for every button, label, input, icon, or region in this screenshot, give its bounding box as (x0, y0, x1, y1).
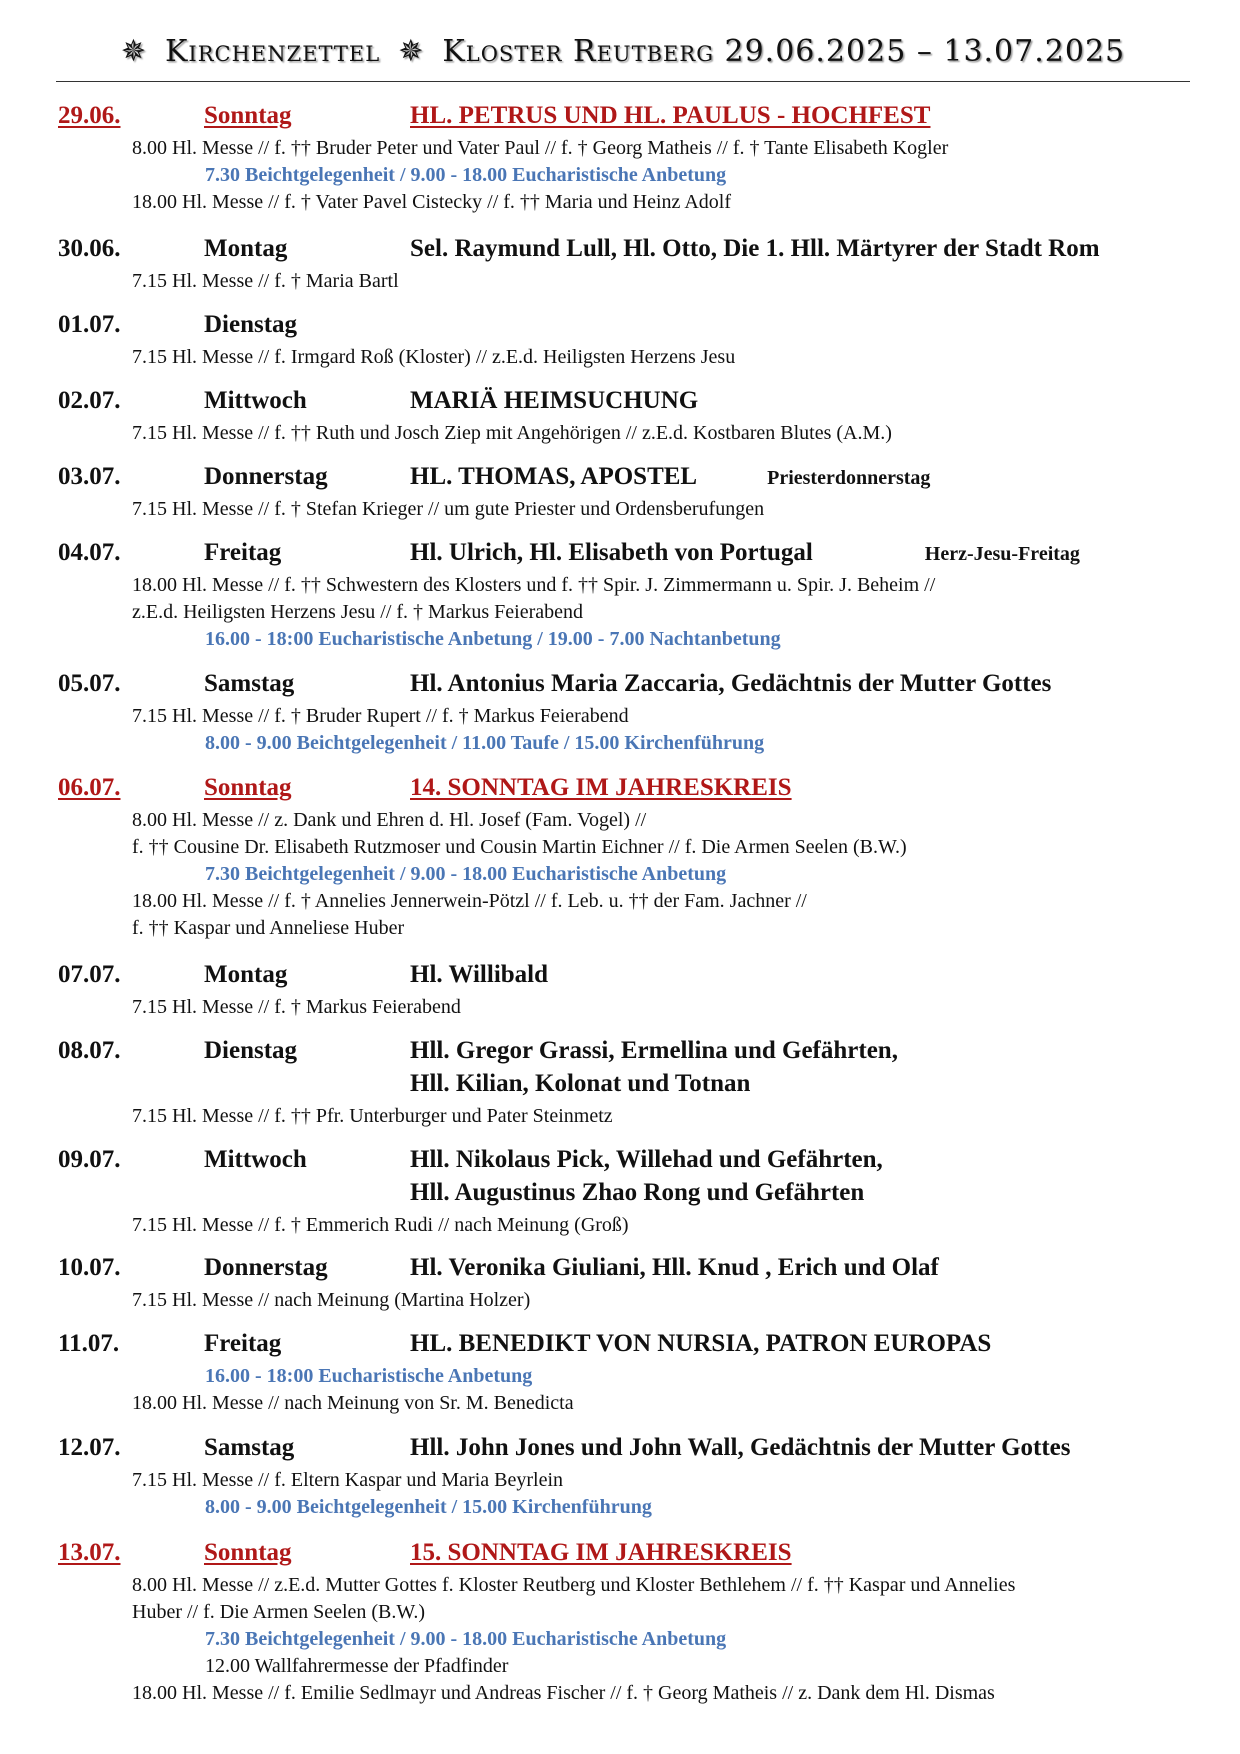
day-heading (58, 463, 1188, 496)
day-date: 03.07. (58, 463, 121, 490)
day-entry (58, 1254, 1188, 1314)
service-line: 7.15 Hl. Messe // f. † Stefan Krieger // um gute Priester und Ordensberufungen (132, 498, 765, 520)
day-heading (58, 1037, 1188, 1070)
day-feast: Sel. Raymund Lull, Hl. Otto, Die 1. Hll. Märtyrer der Stadt Rom (410, 235, 1100, 262)
day-feast: Hl. Veronika Giuliani, Hll. Knud , Erich und Olaf (410, 1254, 939, 1281)
day-feast: Hll. Gregor Grassi, Ermellina und Gefährten, (410, 1037, 898, 1064)
day-entry (58, 235, 1188, 295)
day-entry (58, 961, 1188, 1021)
service-line: Huber // f. Die Armen Seelen (B.W.) (132, 1601, 426, 1623)
day-weekday: Sonntag (204, 1539, 292, 1566)
day-entry (58, 539, 1188, 653)
day-entry (58, 1330, 1188, 1417)
day-heading (58, 102, 1188, 135)
day-heading (58, 235, 1188, 268)
day-weekday: Samstag (204, 1434, 295, 1461)
day-heading (58, 774, 1188, 807)
service-line: f. †† Kaspar und Anneliese Huber (132, 917, 405, 939)
service-line: 8.00 Hl. Messe // z.E.d. Mutter Gottes f. Kloster Reutberg und Kloster Bethlehem // f. †† Kaspar und Annelies (132, 1574, 1016, 1596)
service-line: 7.15 Hl. Messe // f. Eltern Kaspar und Maria Beyrlein (132, 1469, 564, 1491)
day-weekday: Montag (204, 961, 288, 988)
day-weekday: Mittwoch (204, 1146, 307, 1173)
header-title: Kirchenzettel (165, 34, 381, 69)
day-feast: Hl. Willibald (410, 961, 549, 988)
day-note: Herz-Jesu-Freitag (924, 543, 1080, 565)
day-weekday: Freitag (204, 539, 282, 566)
day-date: 06.07. (58, 774, 121, 801)
day-entry (58, 1146, 1188, 1239)
day-feast: HL. PETRUS UND HL. PAULUS - HOCHFEST (410, 102, 931, 129)
service-line: 16.00 - 18:00 Eucharistische Anbetung (205, 1365, 533, 1387)
service-line: 18.00 Hl. Messe // f. Emilie Sedlmayr und Andreas Fischer // f. † Georg Matheis // z. Dank dem Hl. Dismas (132, 1682, 995, 1704)
day-entry (58, 774, 1188, 942)
day-entry (58, 387, 1188, 447)
day-heading (58, 387, 1188, 420)
day-note: Priesterdonnerstag (767, 467, 931, 489)
day-heading (58, 1146, 1188, 1179)
day-date: 09.07. (58, 1146, 121, 1173)
day-heading (58, 961, 1188, 994)
day-date: 11.07. (58, 1330, 120, 1357)
service-line: 7.30 Beichtgelegenheit / 9.00 - 18.00 Eucharistische Anbetung (205, 863, 727, 885)
service-line: 7.30 Beichtgelegenheit / 9.00 - 18.00 Eucharistische Anbetung (205, 164, 727, 186)
day-date: 10.07. (58, 1254, 121, 1281)
service-line: 18.00 Hl. Messe // f. †† Schwestern des Klosters und f. †† Spir. J. Zimmermann u. Spir. J. Beheim // (132, 574, 936, 596)
day-weekday: Montag (204, 235, 288, 262)
day-date: 13.07. (58, 1539, 121, 1566)
day-heading (58, 539, 1188, 572)
day-weekday: Sonntag (204, 774, 292, 801)
service-line: 7.15 Hl. Messe // nach Meinung (Martina Holzer) (132, 1289, 531, 1311)
service-line: 8.00 Hl. Messe // z. Dank und Ehren d. Hl. Josef (Fam. Vogel) // (132, 809, 647, 831)
day-heading (58, 1254, 1188, 1287)
day-feast: MARIÄ HEIMSUCHUNG (410, 387, 699, 414)
day-feast-continued: Hll. Augustinus Zhao Rong und Gefährten (410, 1179, 865, 1206)
day-weekday: Dienstag (204, 311, 298, 338)
ornament-icon: ✵ (398, 34, 425, 69)
day-weekday: Freitag (204, 1330, 282, 1357)
service-line: 7.15 Hl. Messe // f. † Markus Feierabend (132, 996, 461, 1018)
day-heading (58, 311, 1188, 344)
service-line: 7.15 Hl. Messe // f. †† Pfr. Unterburger und Pater Steinmetz (132, 1105, 613, 1127)
day-feast: HL. BENEDIKT VON NURSIA, PATRON EUROPAS (410, 1330, 992, 1357)
day-entry (58, 1434, 1188, 1521)
header-subtitle: Kloster Reutberg 29.06.2025 – 13.07.2025 (442, 34, 1126, 69)
service-line: 8.00 - 9.00 Beichtgelegenheit / 15.00 Kirchenführung (205, 1496, 652, 1518)
ornament-icon: ✵ (120, 34, 147, 69)
day-date: 07.07. (58, 961, 121, 988)
service-line: f. †† Cousine Dr. Elisabeth Rutzmoser und Cousin Martin Eichner // f. Die Armen Seelen (B.W.) (132, 836, 907, 858)
day-date: 01.07. (58, 311, 121, 338)
day-feast: 14. SONNTAG IM JAHRESKREIS (410, 774, 792, 801)
day-weekday: Donnerstag (204, 1254, 328, 1281)
day-feast: Hll. John Jones und John Wall, Gedächtnis der Mutter Gottes (410, 1434, 1071, 1461)
day-date: 08.07. (58, 1037, 121, 1064)
day-weekday: Dienstag (204, 1037, 298, 1064)
service-line: 7.30 Beichtgelegenheit / 9.00 - 18.00 Eucharistische Anbetung (205, 1628, 727, 1650)
day-feast: 15. SONNTAG IM JAHRESKREIS (410, 1539, 792, 1566)
day-entry (58, 102, 1188, 216)
service-line: 8.00 Hl. Messe // f. †† Bruder Peter und Vater Paul // f. † Georg Matheis // f. † Tante Elisabeth Kogler (132, 137, 949, 159)
day-feast: HL. THOMAS, APOSTEL (410, 463, 698, 490)
day-date: 30.06. (58, 235, 121, 262)
day-date: 04.07. (58, 539, 121, 566)
day-entry (58, 463, 1188, 523)
service-line: 16.00 - 18:00 Eucharistische Anbetung / 19.00 - 7.00 Nachtanbetung (205, 628, 781, 650)
day-feast-continued: Hll. Kilian, Kolonat und Totnan (410, 1070, 751, 1097)
service-line: 18.00 Hl. Messe // nach Meinung von Sr. M. Benedicta (132, 1392, 574, 1414)
day-weekday: Sonntag (204, 102, 292, 129)
day-weekday: Mittwoch (204, 387, 307, 414)
day-feast: Hll. Nikolaus Pick, Willehad und Gefährten, (410, 1146, 883, 1173)
service-line: 8.00 - 9.00 Beichtgelegenheit / 11.00 Taufe / 15.00 Kirchenführung (205, 732, 765, 754)
day-heading (58, 670, 1188, 703)
day-date: 02.07. (58, 387, 121, 414)
day-heading (58, 1434, 1188, 1467)
day-weekday: Donnerstag (204, 463, 328, 490)
service-line: 12.00 Wallfahrermesse der Pfadfinder (205, 1655, 509, 1677)
day-feast: Hl. Antonius Maria Zaccaria, Gedächtnis der Mutter Gottes (410, 670, 1052, 697)
service-line: 18.00 Hl. Messe // f. † Vater Pavel Cistecky // f. †† Maria und Heinz Adolf (132, 191, 731, 213)
service-line: z.E.d. Heiligsten Herzens Jesu // f. † Markus Feierabend (132, 601, 583, 623)
service-line: 7.15 Hl. Messe // f. Irmgard Roß (Kloster) // z.E.d. Heiligsten Herzens Jesu (132, 346, 736, 368)
service-line: 7.15 Hl. Messe // f. † Bruder Rupert // f. † Markus Feierabend (132, 705, 629, 727)
day-entry (58, 1037, 1188, 1130)
service-line: 7.15 Hl. Messe // f. † Maria Bartl (132, 270, 399, 292)
day-date: 29.06. (58, 102, 121, 129)
day-entry (58, 311, 1188, 371)
service-line: 7.15 Hl. Messe // f. †† Ruth und Josch Ziep mit Angehörigen // z.E.d. Kostbaren Blutes (A.M.) (132, 422, 892, 444)
day-feast: Hl. Ulrich, Hl. Elisabeth von Portugal (410, 539, 813, 566)
day-entry (58, 670, 1188, 757)
day-date: 05.07. (58, 670, 121, 697)
day-weekday: Samstag (204, 670, 295, 697)
day-date: 12.07. (58, 1434, 121, 1461)
page-header (56, 30, 1190, 82)
day-heading (58, 1539, 1188, 1572)
service-line: 18.00 Hl. Messe // f. † Annelies Jennerwein-Pötzl // f. Leb. u. †† der Fam. Jachner // (132, 890, 807, 912)
day-heading (58, 1330, 1188, 1363)
service-line: 7.15 Hl. Messe // f. † Emmerich Rudi // nach Meinung (Groß) (132, 1214, 629, 1236)
day-entry (58, 1539, 1188, 1707)
